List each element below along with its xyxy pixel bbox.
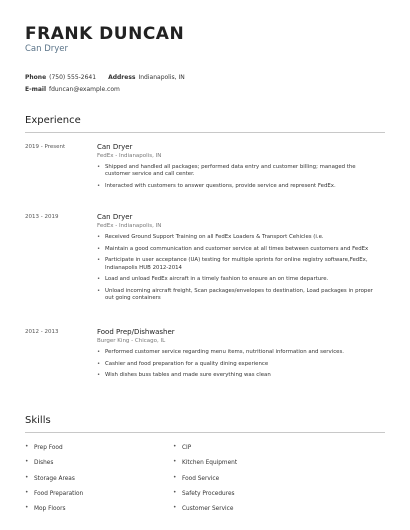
job-bullets bbox=[97, 349, 382, 384]
job-date: 2019 - Present bbox=[25, 144, 66, 150]
job-date: 2012 - 2013 bbox=[25, 329, 59, 335]
experience-divider bbox=[25, 132, 385, 133]
job-bullet: • Shipped and handled all packages; performed data entry and customer billing; managed the customer service and call center. bbox=[97, 164, 382, 178]
skill-item: • Food Preparation bbox=[25, 491, 175, 506]
skill-item: • Customer Service bbox=[173, 506, 323, 521]
job-bullets bbox=[97, 234, 382, 307]
job-bullet: • Received Ground Support Training on all FedEx Loaders & Transport Cehicles (i.e. bbox=[97, 234, 382, 241]
experience-heading: Experience bbox=[25, 115, 81, 126]
address-label: Address bbox=[108, 74, 136, 81]
skill-item: • Kitchen Equipment bbox=[173, 460, 323, 475]
skills-divider bbox=[25, 432, 385, 433]
skill-item: • Prep Food bbox=[25, 445, 175, 460]
job-bullet: • Performed customer service regarding menu items, nutritional information and services. bbox=[97, 349, 382, 356]
job-date: 2013 - 2019 bbox=[25, 214, 59, 220]
contact-line-2 bbox=[25, 86, 120, 93]
phone-value: (750) 555-2641 bbox=[49, 74, 97, 81]
skill-item: • Safety Procedures bbox=[173, 491, 323, 506]
skills-column-right bbox=[173, 445, 323, 521]
skill-item: • Mop Floors bbox=[25, 506, 175, 521]
job-title: Can Dryer bbox=[97, 213, 133, 221]
skill-item: • Storage Areas bbox=[25, 476, 175, 491]
job-bullet: • Participate in user acceptance (UA) testing for multiple sprints for online registry software,FedEx, Indianapolis HUB 2012-2014 bbox=[97, 257, 382, 271]
job-company: FedEx - Indianapolis, IN bbox=[97, 223, 162, 229]
job-bullet: • Maintain a good communication and customer service at all times between customers and FedEx bbox=[97, 246, 382, 253]
skills-column-left bbox=[25, 445, 175, 521]
job-bullet: • Cashier and food preparation for a quality dining experience bbox=[97, 361, 382, 368]
job-company: FedEx - Indianapolis, IN bbox=[97, 153, 162, 159]
job-bullet: • Interacted with customers to answer questions, provide service and represent FedEx. bbox=[97, 183, 382, 190]
job-company: Burger King - Chicago, IL bbox=[97, 338, 166, 344]
skill-item: • Food Service bbox=[173, 476, 323, 491]
job-bullet: • Wish dishes buss tables and made sure everything was clean bbox=[97, 372, 382, 379]
candidate-name: FRANK DUNCAN bbox=[25, 24, 185, 44]
job-bullet: • Load and unload FedEx aircraft in a timely fashion to ensure an on time departure. bbox=[97, 276, 382, 283]
job-title: Food Prep/Dishwasher bbox=[97, 328, 175, 336]
skills-heading: Skills bbox=[25, 415, 51, 426]
email-value: fduncan@example.com bbox=[49, 86, 120, 93]
candidate-title: Can Dryer bbox=[25, 44, 69, 54]
skill-item: • Dishes bbox=[25, 460, 175, 475]
job-bullet: • Unload incoming aircraft freight, Scan packages/envelopes to destination, Load packages in proper out going containers bbox=[97, 288, 382, 302]
contact-line-1 bbox=[25, 74, 185, 81]
address-value: Indianapolis, IN bbox=[138, 74, 185, 81]
skill-item: • CIP bbox=[173, 445, 323, 460]
email-label: E-mail bbox=[25, 86, 47, 93]
phone-label: Phone bbox=[25, 74, 47, 81]
job-bullets bbox=[97, 164, 382, 195]
job-title: Can Dryer bbox=[97, 143, 133, 151]
